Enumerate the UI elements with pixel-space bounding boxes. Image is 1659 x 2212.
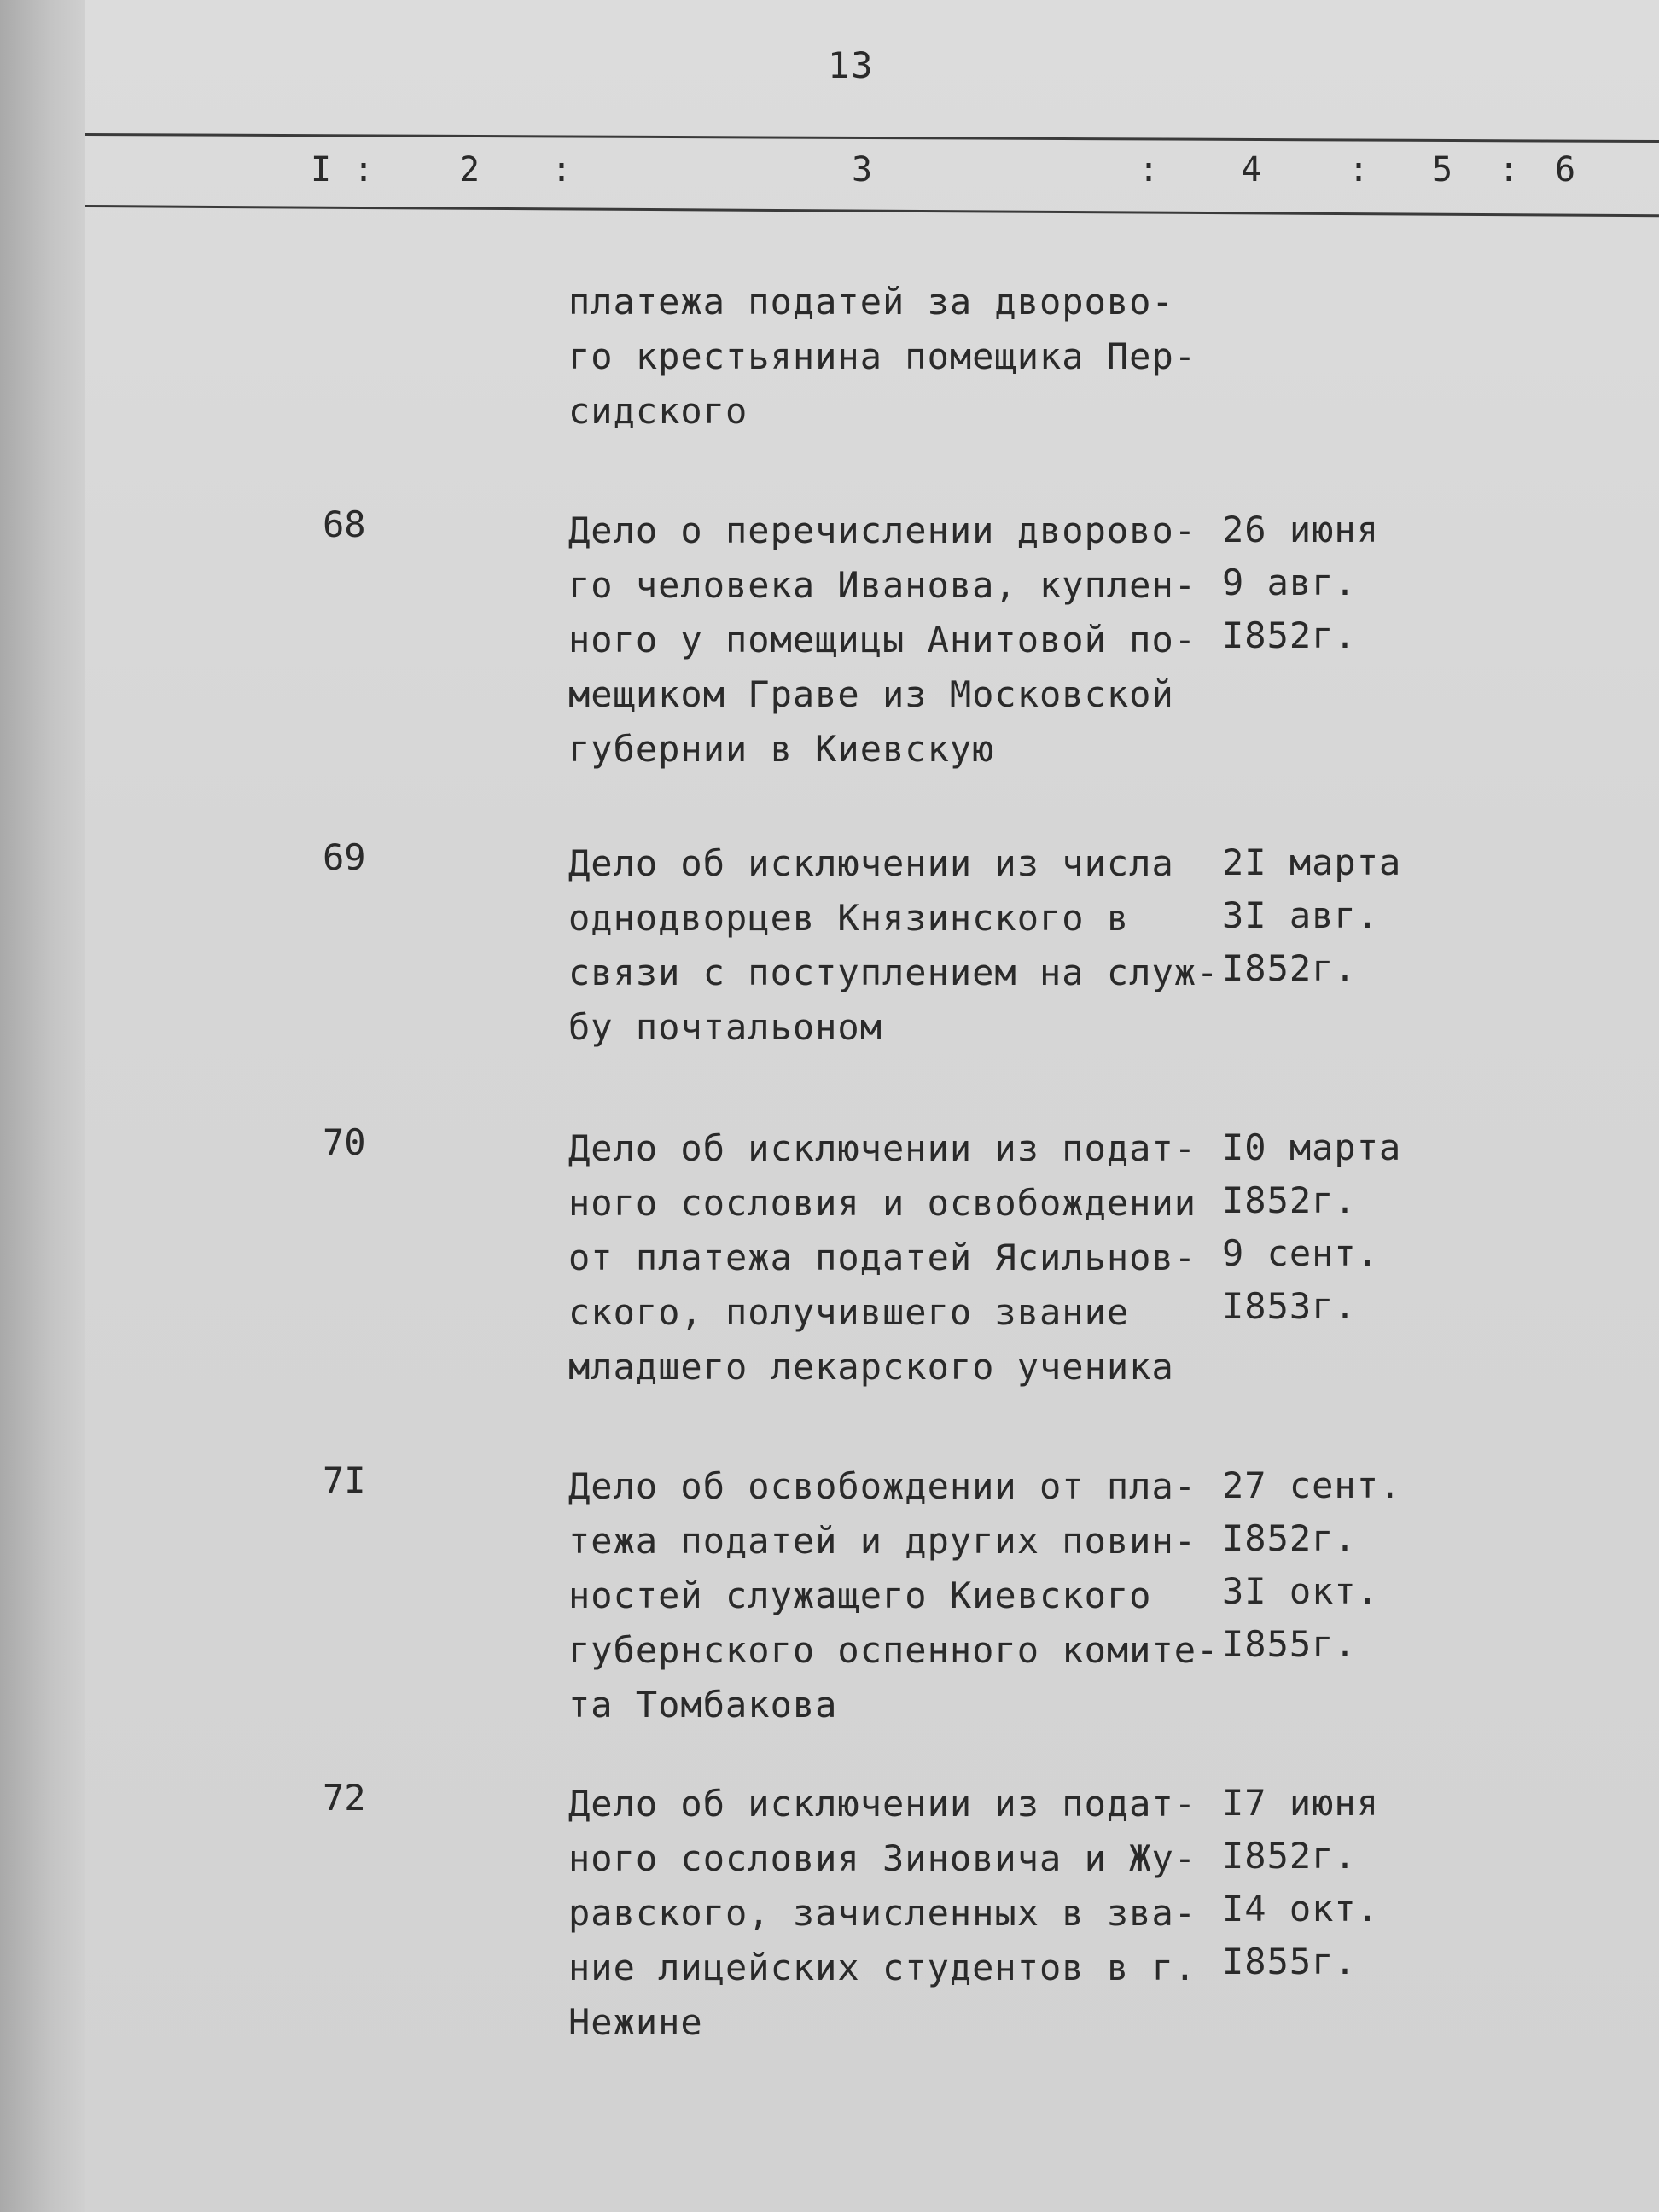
- column-header-1: I: [311, 150, 332, 189]
- text-line: ностей служащего Киевского: [568, 1575, 1152, 1616]
- date-line: 9 сент.: [1222, 1232, 1380, 1274]
- column-header-2: 2: [459, 150, 480, 189]
- text-line: ного у помещицы Анитовой по-: [568, 619, 1197, 661]
- date-line: I853г.: [1222, 1285, 1357, 1327]
- date-line: 3I окт.: [1222, 1570, 1380, 1612]
- text-line: платежа податей за дворово-: [568, 281, 1174, 323]
- entry-number: 72: [323, 1777, 366, 1819]
- column-header-5: 5: [1432, 150, 1453, 189]
- text-line: бу почтальоном: [568, 1006, 883, 1048]
- text-line: от платежа податей Ясильнов-: [568, 1237, 1197, 1278]
- text-line: равского, зачисленных в зва-: [568, 1892, 1197, 1934]
- text-line: тежа податей и других повин-: [568, 1520, 1197, 1562]
- text-line: ского, получившего звание: [568, 1291, 1130, 1333]
- entry-description: [568, 1459, 1219, 1732]
- entry-number: 69: [323, 836, 366, 878]
- text-line: го человека Иванова, куплен-: [568, 564, 1197, 606]
- continuation-text: [568, 275, 1196, 439]
- text-line: сидского: [568, 390, 748, 432]
- date-line: 9 авг.: [1222, 562, 1357, 603]
- date-line: I0 марта: [1222, 1126, 1402, 1168]
- entry-dates: [1222, 836, 1401, 995]
- column-separator: :: [353, 150, 375, 189]
- binding-shadow: [0, 0, 94, 2212]
- column-header-4: 4: [1241, 150, 1262, 189]
- text-line: однодворцев Князинского в: [568, 897, 1130, 939]
- text-line: Дело об освобождении от пла-: [568, 1465, 1197, 1507]
- page-number: 13: [828, 44, 875, 86]
- column-separator: :: [1499, 150, 1520, 189]
- text-line: Дело об исключении из подат-: [568, 1127, 1197, 1169]
- text-line: губернии в Киевскую: [568, 728, 995, 770]
- date-line: I852г.: [1222, 947, 1357, 989]
- text-line: связи с поступлением на служ-: [568, 952, 1220, 993]
- date-line: 2I марта: [1222, 841, 1402, 883]
- entry-dates: [1222, 1459, 1401, 1671]
- entry-dates: [1222, 1777, 1379, 1988]
- date-line: I855г.: [1222, 1623, 1357, 1665]
- date-line: 27 сент.: [1222, 1464, 1402, 1506]
- date-line: I852г.: [1222, 614, 1357, 656]
- date-line: 26 июня: [1222, 509, 1380, 550]
- text-line: Нежине: [568, 2001, 703, 2043]
- entry-description: [568, 504, 1196, 777]
- text-line: го крестьянина помещика Пер-: [568, 335, 1197, 377]
- text-line: та Томбакова: [568, 1684, 838, 1726]
- entry-dates: [1222, 1121, 1401, 1333]
- entry-number: 7I: [323, 1459, 366, 1501]
- column-separator: :: [551, 150, 573, 189]
- text-line: ние лицейских студентов в г.: [568, 1947, 1197, 1988]
- text-line: Дело об исключении из числа: [568, 842, 1174, 884]
- text-line: младшего лекарского ученика: [568, 1346, 1174, 1388]
- entry-number: 68: [323, 504, 366, 545]
- entry-description: [568, 836, 1219, 1055]
- entry-description: [568, 1121, 1196, 1394]
- text-line: ного сословия Зиновича и Жу-: [568, 1837, 1197, 1879]
- text-line: мещиком Граве из Московской: [568, 673, 1174, 715]
- text-line: Дело об исключении из подат-: [568, 1783, 1197, 1825]
- column-separator: :: [1138, 150, 1160, 189]
- date-line: I855г.: [1222, 1941, 1357, 1982]
- entry-number: 70: [323, 1121, 366, 1163]
- text-line: Дело о перечислении дворово-: [568, 509, 1197, 551]
- text-line: ного сословия и освобождении: [568, 1182, 1197, 1224]
- text-line: губернского оспенного комите-: [568, 1629, 1220, 1671]
- column-header-3: 3: [852, 150, 873, 189]
- date-line: I852г.: [1222, 1179, 1357, 1221]
- date-line: I852г.: [1222, 1517, 1357, 1559]
- column-header: [0, 150, 1659, 193]
- entry-dates: [1222, 504, 1379, 662]
- date-line: I4 окт.: [1222, 1888, 1380, 1930]
- column-separator: :: [1348, 150, 1370, 189]
- column-header-6: 6: [1555, 150, 1576, 189]
- date-line: 3I авг.: [1222, 894, 1380, 936]
- entry-description: [568, 1777, 1196, 2050]
- date-line: I852г.: [1222, 1835, 1357, 1877]
- date-line: I7 июня: [1222, 1782, 1380, 1824]
